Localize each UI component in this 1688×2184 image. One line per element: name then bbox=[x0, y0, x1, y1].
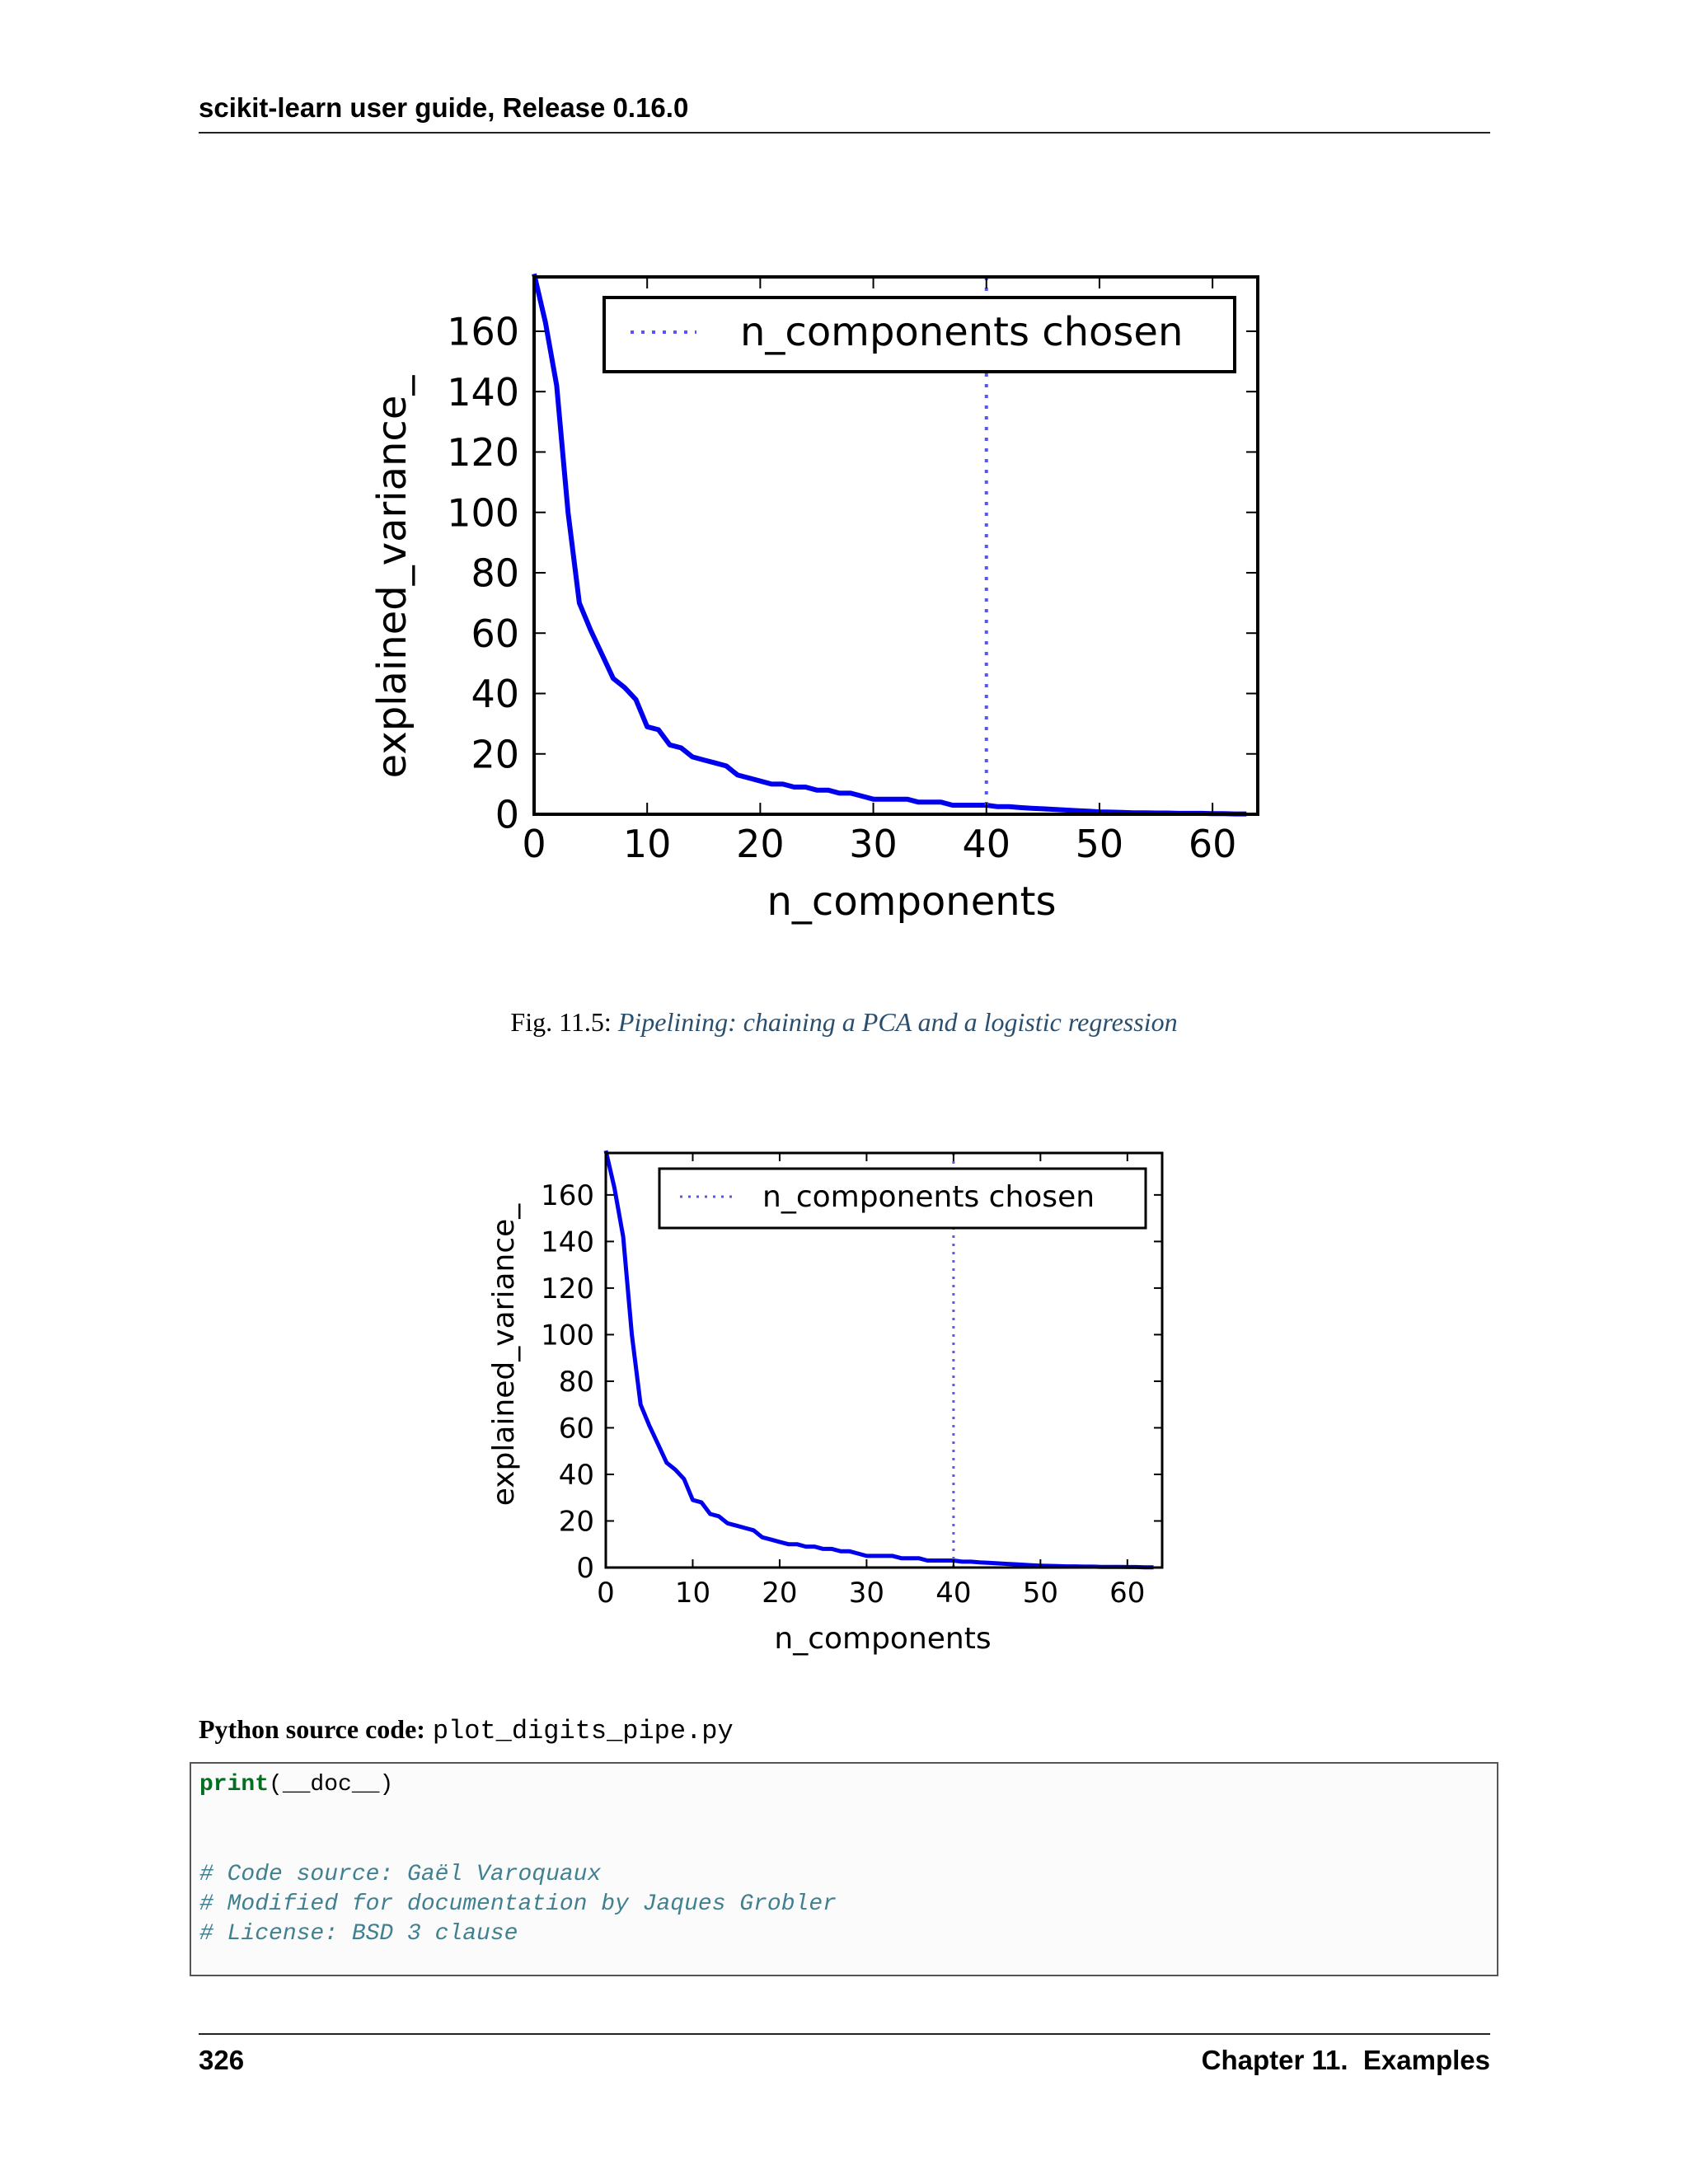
pca-spectrum-chart-large bbox=[363, 262, 1286, 938]
caption-prefix: Fig. 11.5: bbox=[510, 1007, 618, 1037]
y-tick-label: 0 bbox=[495, 792, 519, 837]
source-code-label bbox=[199, 1714, 734, 1746]
y-tick-label: 40 bbox=[471, 672, 519, 717]
pca-spectrum-chart-small bbox=[474, 1139, 1183, 1666]
code-comment-line: # License: BSD 3 clause bbox=[199, 1921, 518, 1947]
y-tick-label: 0 bbox=[576, 1552, 594, 1586]
x-tick-label: 20 bbox=[762, 1577, 798, 1610]
y-tick-label: 60 bbox=[471, 611, 519, 656]
y-tick-label: 100 bbox=[447, 490, 519, 536]
y-tick-label: 160 bbox=[447, 309, 519, 354]
x-tick-label: 40 bbox=[962, 822, 1011, 866]
y-tick-label: 80 bbox=[471, 551, 519, 596]
y-tick-label: 40 bbox=[558, 1459, 594, 1493]
x-tick-label: 30 bbox=[849, 822, 898, 866]
y-tick-label: 140 bbox=[541, 1226, 594, 1259]
x-tick-label: 30 bbox=[848, 1577, 885, 1610]
x-tick-label: 50 bbox=[1022, 1577, 1058, 1610]
y-tick-label: 120 bbox=[447, 430, 519, 476]
y-tick-label: 20 bbox=[558, 1505, 594, 1539]
code-print-args: (__doc__) bbox=[269, 1772, 394, 1797]
code-keyword-print: print bbox=[199, 1772, 270, 1797]
x-tick-label: 60 bbox=[1188, 822, 1237, 866]
code-line-print bbox=[199, 1772, 393, 1797]
x-tick-label: 60 bbox=[1109, 1577, 1146, 1610]
source-label-text: Python source code: bbox=[199, 1714, 425, 1744]
code-block bbox=[190, 1762, 1498, 1976]
page-number: 326 bbox=[199, 2045, 245, 2075]
x-tick-label: 10 bbox=[674, 1577, 711, 1610]
y-tick-label: 60 bbox=[558, 1412, 594, 1446]
caption-link[interactable]: Pipelining: chaining a PCA and a logistic regression bbox=[617, 1007, 1178, 1037]
y-tick-label: 20 bbox=[471, 732, 519, 777]
y-tick-label: 140 bbox=[447, 369, 519, 415]
y-axis-label: explained_variance_ bbox=[369, 375, 415, 779]
code-comment-line: # Modified for documentation by Jaques Grobler bbox=[199, 1891, 837, 1917]
y-tick-label: 80 bbox=[558, 1366, 594, 1399]
legend-label: n_components chosen bbox=[740, 309, 1184, 355]
x-axis-label: n_components bbox=[774, 1622, 992, 1656]
page-footer bbox=[199, 2033, 1490, 2075]
figure-caption bbox=[0, 1007, 1688, 1038]
page-header bbox=[199, 92, 1490, 134]
running-title: scikit-learn user guide, Release 0.16.0 bbox=[199, 92, 689, 123]
x-tick-label: 50 bbox=[1075, 822, 1124, 866]
x-axis-label: n_components bbox=[767, 879, 1057, 925]
y-tick-label: 100 bbox=[541, 1319, 594, 1352]
legend bbox=[659, 1169, 1146, 1228]
x-tick-label: 0 bbox=[522, 822, 546, 866]
legend bbox=[604, 298, 1235, 372]
x-tick-label: 20 bbox=[736, 822, 785, 866]
y-tick-label: 160 bbox=[541, 1179, 594, 1213]
code-comment-line: # Code source: Gaël Varoquaux bbox=[199, 1862, 602, 1887]
x-tick-label: 40 bbox=[935, 1577, 972, 1610]
x-tick-label: 0 bbox=[597, 1577, 615, 1610]
legend-label: n_components chosen bbox=[762, 1180, 1095, 1214]
y-axis-label: explained_variance_ bbox=[487, 1203, 521, 1507]
x-tick-label: 10 bbox=[622, 822, 672, 866]
chapter-title: Chapter 11. Examples bbox=[1201, 2045, 1490, 2075]
y-tick-label: 120 bbox=[541, 1272, 594, 1306]
source-filename[interactable]: plot_digits_pipe.py bbox=[432, 1716, 734, 1746]
